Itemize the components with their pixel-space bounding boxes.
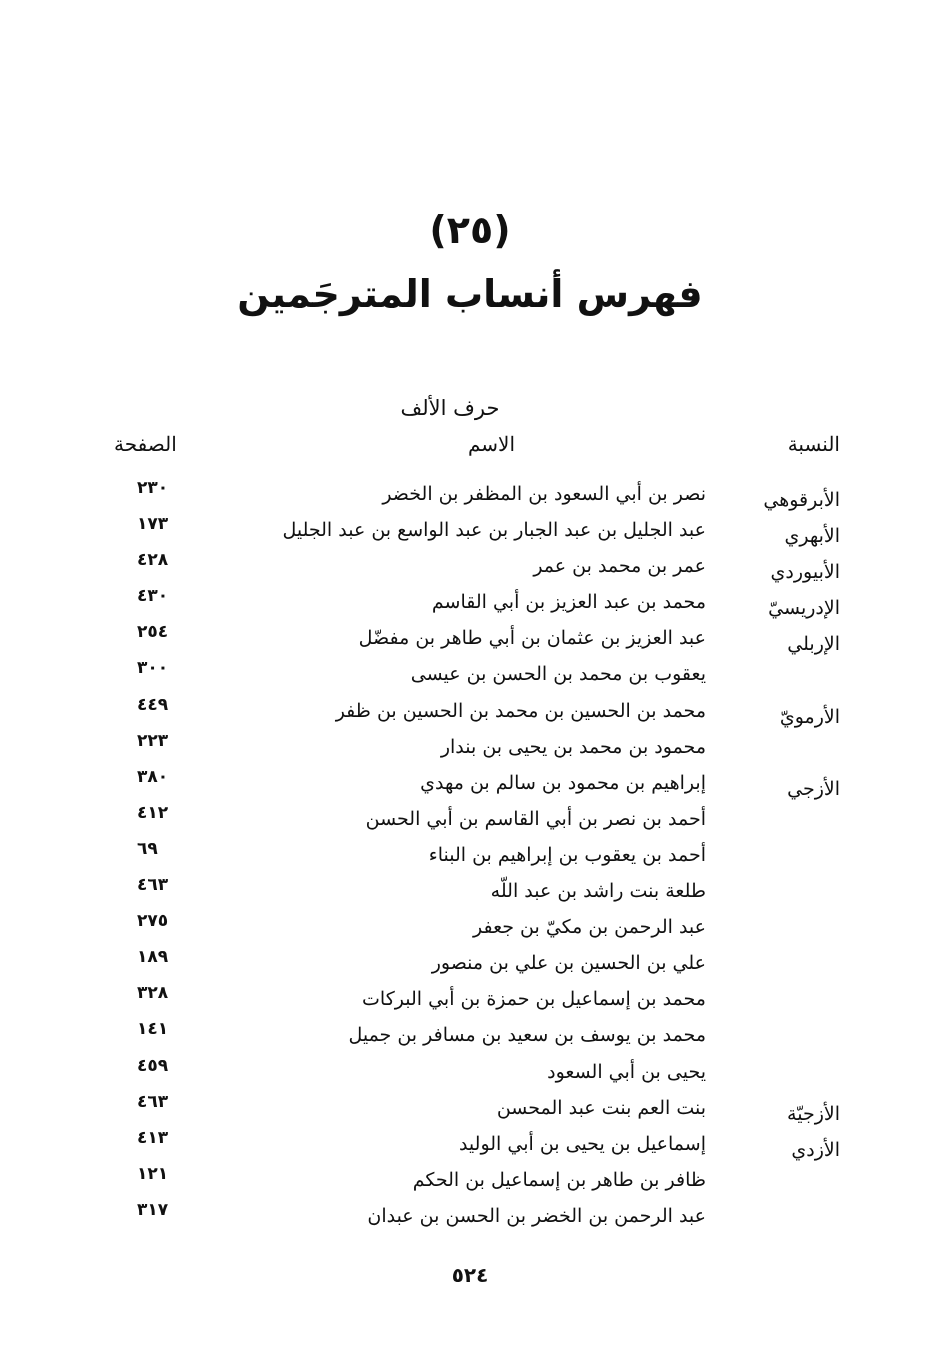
- section-heading-text: حرف الألف: [400, 396, 500, 420]
- page-cell: ٢٣٠: [137, 478, 169, 498]
- section-heading: [0, 396, 940, 420]
- index-row: [0, 801, 940, 837]
- name-cell: طلعة بنت راشد بن عبد اللّه: [490, 880, 706, 903]
- nisba-cell: الأرمويّ: [779, 705, 840, 728]
- name-cell: عبد الرحمن بن الخضر بن الحسن بن عبدان: [367, 1204, 706, 1227]
- page-cell: ١٢١: [137, 1163, 169, 1184]
- nisba-cell: الأبيوردي: [770, 561, 840, 584]
- nisba-cell: الأبرقوهي: [763, 489, 840, 511]
- name-cell: يحيى بن أبي السعود: [547, 1060, 706, 1083]
- nisba-cell: الإدريسيّ: [768, 597, 840, 620]
- index-row: [0, 584, 940, 620]
- page-cell: ٢٢٣: [137, 730, 169, 751]
- index-list: [0, 476, 940, 1234]
- name-cell: عبد الرحمن بن مكيّ بن جعفر: [472, 916, 706, 939]
- index-row: [0, 837, 940, 873]
- page-cell: ٤١٢: [137, 802, 169, 823]
- index-row: [0, 1090, 940, 1126]
- nisba-cell: الأزدي: [791, 1138, 840, 1161]
- index-row: [0, 1054, 940, 1090]
- name-cell: عبد العزيز بن عثمان بن أبي طاهر بن مفضّل: [358, 627, 706, 650]
- page-cell: ١٨٩: [137, 947, 169, 968]
- name-cell: إسماعيل بن يحيى بن أبي الوليد: [458, 1132, 706, 1155]
- page-cell: ٤٥٩: [137, 1055, 169, 1076]
- page-cell: ٣١٧: [137, 1199, 169, 1220]
- nisba-cell: الإربلي: [787, 633, 840, 656]
- name-cell: أحمد بن نصر بن أبي القاسم بن أبي الحسن: [365, 807, 706, 830]
- page-number: ٥٢٤: [451, 1263, 489, 1287]
- page-cell: ٦٩: [137, 838, 158, 859]
- name-cell: محمد بن عبد العزيز بن أبي القاسم: [431, 591, 706, 614]
- index-row: [0, 512, 940, 548]
- name-cell: نصر بن أبي السعود بن المظفر بن الخضر: [382, 483, 706, 505]
- name-cell: يعقوب بن محمد بن الحسن بن عيسى: [410, 663, 706, 686]
- index-row: [0, 620, 940, 656]
- name-cell: محمد بن إسماعيل بن حمزة بن أبي البركات: [362, 988, 706, 1011]
- nisba-cell: الأبهري: [784, 525, 840, 548]
- index-row: [0, 909, 940, 945]
- page-cell: ٤٢٨: [137, 550, 169, 571]
- chapter-number: (٢٥): [429, 208, 511, 252]
- index-row: [0, 981, 940, 1017]
- page-cell: ٣٠٠: [137, 658, 169, 679]
- name-cell: عمر بن محمد بن عمر: [533, 555, 706, 578]
- index-row: [0, 945, 940, 981]
- name-cell: ظافر بن طاهر بن إسماعيل بن الحكم: [412, 1168, 706, 1191]
- index-row: [0, 476, 940, 512]
- page-cell: ٤٣٠: [137, 586, 169, 607]
- page-cell: ٤٤٩: [137, 694, 169, 715]
- index-row: [0, 1198, 940, 1234]
- page-cell: ٣٢٨: [137, 983, 169, 1004]
- page-cell: ٢٧٥: [137, 911, 169, 932]
- page-cell: ٣٨٠: [137, 766, 169, 787]
- nisba-cell: الأزجي: [787, 777, 840, 800]
- index-row: [0, 1017, 940, 1053]
- page-cell: ١٤١: [137, 1019, 169, 1040]
- page-cell: ٢٥٤: [137, 622, 169, 643]
- index-row: [0, 873, 940, 909]
- index-row: [0, 693, 940, 729]
- page-cell: ١٧٣: [137, 514, 169, 535]
- name-cell: أحمد بن يعقوب بن إبراهيم بن البناء: [428, 843, 706, 866]
- name-cell: إبراهيم بن محمود بن سالم بن مهدي: [420, 771, 706, 794]
- index-row: [0, 1162, 940, 1198]
- column-header-nisba: النسبة: [787, 432, 840, 456]
- nisba-cell: الأزجيّة: [787, 1102, 840, 1125]
- index-row: [0, 765, 940, 801]
- name-cell: محمد بن يوسف بن سعيد بن مسافر بن جميل: [348, 1024, 706, 1047]
- index-row: [0, 1126, 940, 1162]
- column-header-name: الاسم: [467, 432, 515, 456]
- index-row: [0, 548, 940, 584]
- name-cell: محمود بن محمد بن يحيى بن بندار: [440, 735, 706, 758]
- index-row: [0, 729, 940, 765]
- chapter-title: فهرس أنساب المترجَمين: [237, 272, 703, 316]
- name-cell: عبد الجليل بن عبد الجبار بن عبد الواسع بن عبد الجليل: [282, 519, 706, 542]
- page-cell: ٤٦٣: [137, 875, 169, 896]
- page-cell: ٤٦٣: [137, 1091, 169, 1112]
- index-row: [0, 656, 940, 692]
- page-cell: ٤١٣: [137, 1127, 169, 1148]
- name-cell: محمد بن الحسين بن محمد بن الحسين بن ظفر: [335, 699, 706, 722]
- column-header-page: الصفحة: [114, 432, 177, 456]
- name-cell: بنت العم بنت عبد المحسن: [496, 1096, 706, 1119]
- name-cell: علي بن الحسين بن علي بن منصور: [431, 952, 706, 975]
